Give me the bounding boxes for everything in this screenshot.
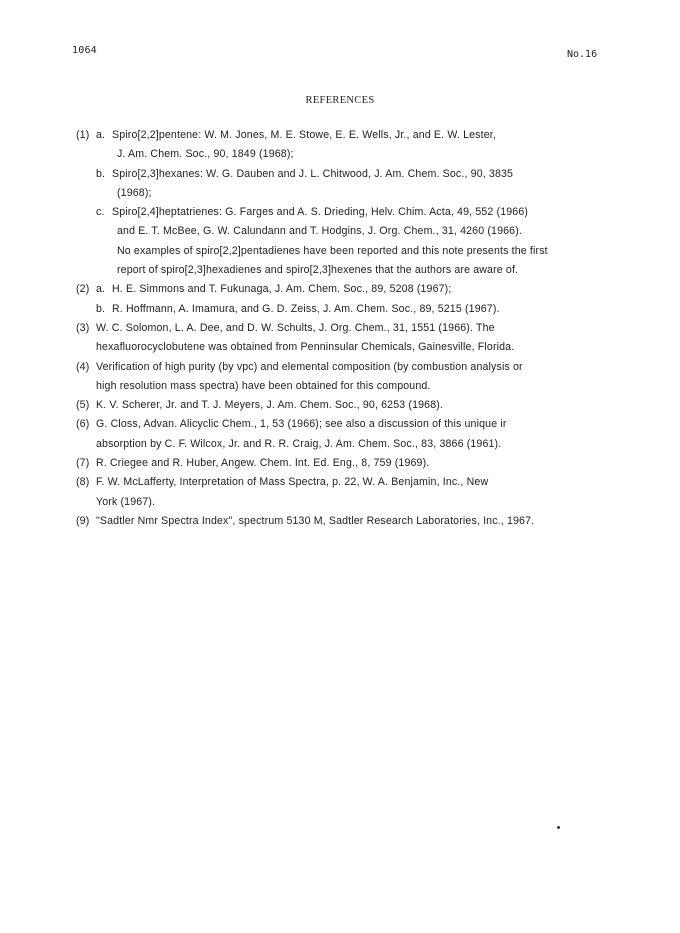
reference-number: (1)	[76, 129, 90, 141]
reference-text: absorption by C. F. Wilcox, Jr. and R. R. Craig, J. Am. Chem. Soc., 83, 3866 (1961).	[96, 437, 502, 450]
reference-line	[76, 319, 636, 338]
reference-text: F. W. McLafferty, Interpretation of Mass Spectra, p. 22, W. A. Benjamin, Inc., New	[96, 476, 489, 489]
reference-text: No examples of spiro[2,2]pentadienes have been reported and this note presents the first	[117, 244, 548, 257]
reference-number: (2)	[76, 283, 90, 296]
reference-line	[76, 358, 636, 377]
reference-line	[76, 473, 636, 492]
reference-line	[76, 222, 636, 241]
reference-text: Spiro[2,2]pentene: W. M. Jones, M. E. Stowe, E. E. Wells, Jr., and E. W. Lester,	[112, 129, 496, 141]
reference-number: (9)	[76, 514, 90, 527]
reference-line	[76, 126, 636, 145]
reference-text: H. E. Simmons and T. Fukunaga, J. Am. Chem. Soc., 89, 5208 (1967);	[112, 283, 452, 296]
reference-line	[76, 261, 636, 280]
reference-line	[76, 165, 636, 184]
reference-line	[76, 145, 636, 164]
reference-number: (6)	[76, 418, 90, 431]
issue-number: No.16	[567, 49, 598, 60]
reference-sublabel: c.	[96, 206, 105, 219]
reference-line	[76, 454, 636, 473]
reference-text: K. V. Scherer, Jr. and T. J. Meyers, J. Am. Chem. Soc., 90, 6253 (1968).	[96, 399, 444, 412]
reference-text: (1968);	[117, 186, 152, 199]
reference-text: Spiro[2,4]heptatrienes: G. Farges and A. S. Drieding, Helv. Chim. Acta, 49, 552 (1966)	[112, 206, 529, 219]
reference-line	[76, 338, 636, 357]
reference-text: report of spiro[2,3]hexadienes and spiro[2,3]hexenes that the authors are aware of.	[117, 264, 519, 277]
reference-line	[76, 242, 636, 261]
reference-text: R. Criegee and R. Huber, Angew. Chem. Int. Ed. Eng., 8, 759 (1969).	[96, 457, 430, 470]
reference-text: "Sadtler Nmr Spectra Index", spectrum 5130 M, Sadtler Research Laboratories, Inc., 1967.	[96, 514, 535, 527]
stray-mark	[557, 826, 560, 829]
reference-line	[76, 377, 636, 396]
reference-text: J. Am. Chem. Soc., 90, 1849 (1968);	[117, 148, 294, 161]
reference-line	[76, 512, 636, 531]
reference-number: (4)	[76, 360, 90, 373]
reference-line	[76, 435, 636, 454]
reference-line	[76, 280, 636, 299]
reference-sublabel: a.	[96, 283, 106, 296]
reference-text: hexafluorocyclobutene was obtained from Penninsular Chemicals, Gainesville, Florida.	[96, 341, 515, 354]
reference-line	[76, 184, 636, 203]
reference-sublabel: b.	[96, 167, 106, 180]
references-title: REFERENCES	[305, 95, 375, 106]
reference-text: W. C. Solomon, L. A. Dee, and D. W. Schults, J. Org. Chem., 31, 1551 (1966). The	[96, 321, 495, 334]
references-list	[76, 126, 636, 531]
reference-text: high resolution mass spectra) have been obtained for this compound.	[96, 379, 431, 392]
reference-line	[76, 396, 636, 415]
reference-text: Verification of high purity (by vpc) and elemental composition (by combustion analysis or	[96, 360, 523, 373]
reference-text: Spiro[2,3]hexanes: W. G. Dauben and J. L. Chitwood, J. Am. Chem. Soc., 90, 3835	[112, 167, 514, 180]
reference-line	[76, 493, 636, 512]
reference-number: (3)	[76, 321, 90, 334]
reference-line	[76, 203, 636, 222]
reference-text: and E. T. McBee, G. W. Calundann and T. Hodgins, J. Org. Chem., 31, 4260 (1966).	[117, 225, 522, 238]
reference-line	[76, 300, 636, 319]
reference-text: York (1967).	[96, 495, 156, 508]
reference-text: G. Closs, Advan. Alicyclic Chem., 1, 53 (1966); see also a discussion of this unique ir	[96, 418, 507, 431]
page-number: 1064	[72, 45, 97, 56]
reference-text: R. Hoffmann, A. Imamura, and G. D. Zeiss, J. Am. Chem. Soc., 89, 5215 (1967).	[112, 302, 500, 315]
reference-number: (5)	[76, 399, 90, 412]
reference-sublabel: a.	[96, 129, 106, 141]
reference-line	[76, 415, 636, 434]
reference-number: (8)	[76, 476, 90, 489]
reference-number: (7)	[76, 457, 90, 470]
reference-sublabel: b.	[96, 302, 106, 315]
